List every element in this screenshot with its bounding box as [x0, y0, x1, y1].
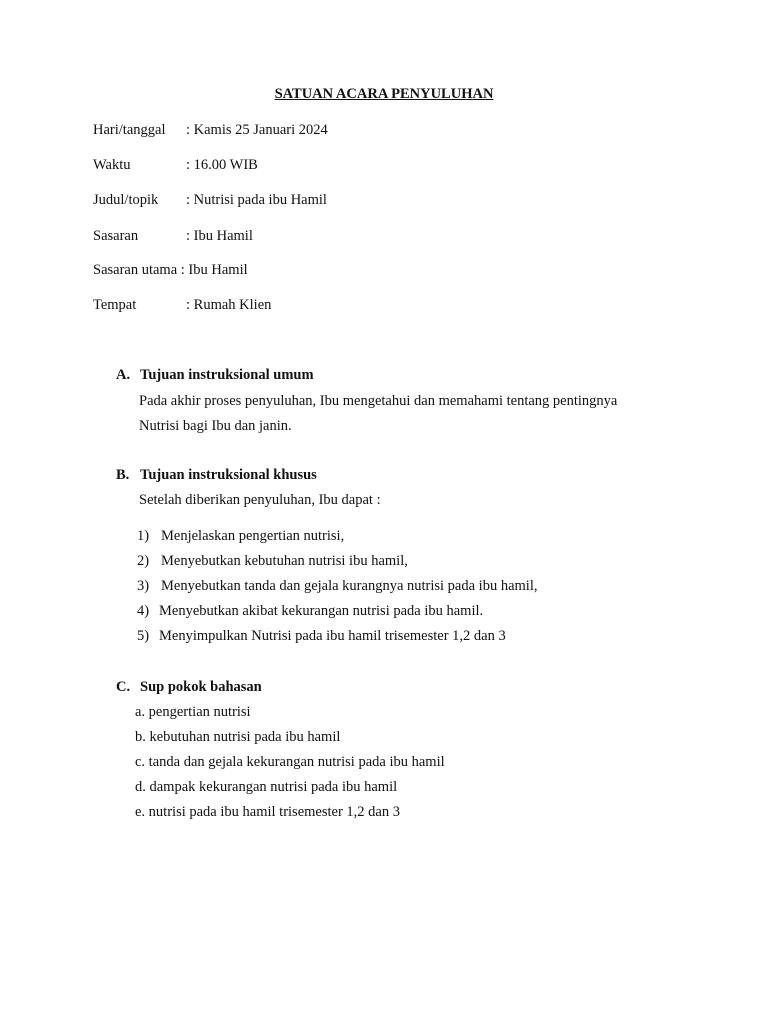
- info-label: Hari/tanggal: [93, 122, 166, 138]
- list-number: 4): [137, 603, 150, 619]
- info-value: : 16.00 WIB: [186, 157, 258, 173]
- info-row-time: [93, 157, 258, 177]
- info-row-date: [93, 122, 328, 142]
- list-number: 2): [137, 553, 150, 569]
- section-title: Tujuan instruksional umum: [140, 367, 314, 383]
- list-number: 3): [137, 578, 150, 594]
- list-item: a. pengertian nutrisi: [135, 704, 251, 720]
- list-number: 1): [137, 528, 150, 544]
- info-label: Sasaran: [93, 228, 139, 244]
- section-title: Tujuan instruksional khusus: [140, 467, 317, 483]
- list-item: [137, 578, 537, 595]
- section-a-line-1: Pada akhir proses penyuluhan, Ibu mengetahui dan memahami tentang pentingnya: [139, 393, 618, 409]
- info-value: : Rumah Klien: [186, 297, 272, 313]
- info-value: : Ibu Hamil: [177, 262, 248, 278]
- info-label: Sasaran utama: [93, 262, 178, 278]
- info-value: : Nutrisi pada ibu Hamil: [186, 192, 327, 208]
- section-title: Sup pokok bahasan: [140, 679, 262, 695]
- list-item: e. nutrisi pada ibu hamil trisemester 1,2 dan 3: [135, 804, 400, 820]
- section-letter: B.: [116, 467, 130, 483]
- section-b-heading: [116, 467, 317, 484]
- section-c-heading: [116, 679, 262, 696]
- info-row-place: [93, 297, 271, 317]
- list-item: d. dampak kekurangan nutrisi pada ibu hamil: [135, 779, 398, 795]
- list-text: Menyebutkan tanda dan gejala kurangnya nutrisi pada ibu hamil,: [161, 578, 538, 594]
- section-b-intro: Setelah diberikan penyuluhan, Ibu dapat :: [139, 492, 381, 508]
- info-label: Judul/topik: [93, 192, 159, 208]
- list-item: c. tanda dan gejala kekurangan nutrisi pada ibu hamil: [135, 754, 445, 770]
- info-value: : Kamis 25 Januari 2024: [186, 122, 328, 138]
- list-item: [137, 528, 344, 545]
- info-row-main-target: [93, 262, 248, 282]
- list-text: Menyebutkan kebutuhan nutrisi ibu hamil,: [161, 553, 408, 569]
- section-a-line-2: Nutrisi bagi Ibu dan janin.: [139, 418, 292, 434]
- section-letter: C.: [116, 679, 131, 695]
- list-number: 5): [137, 628, 150, 644]
- list-text: Menyimpulkan Nutrisi pada ibu hamil trisemester 1,2 dan 3: [159, 628, 506, 644]
- info-label: Tempat: [93, 297, 137, 313]
- document-title: SATUAN ACARA PENYULUHAN: [274, 86, 494, 102]
- info-row-target: [93, 228, 253, 248]
- list-item: b. kebutuhan nutrisi pada ibu hamil: [135, 729, 341, 745]
- section-a-heading: [116, 367, 314, 384]
- list-item: [137, 628, 506, 645]
- list-text: Menjelaskan pengertian nutrisi,: [161, 528, 345, 544]
- list-item: [137, 603, 483, 620]
- info-label: Waktu: [93, 157, 131, 173]
- section-letter: A.: [116, 367, 131, 383]
- info-value: : Ibu Hamil: [186, 228, 253, 244]
- list-item: [137, 553, 408, 570]
- info-row-topic: [93, 192, 327, 212]
- list-text: Menyebutkan akibat kekurangan nutrisi pada ibu hamil.: [159, 603, 484, 619]
